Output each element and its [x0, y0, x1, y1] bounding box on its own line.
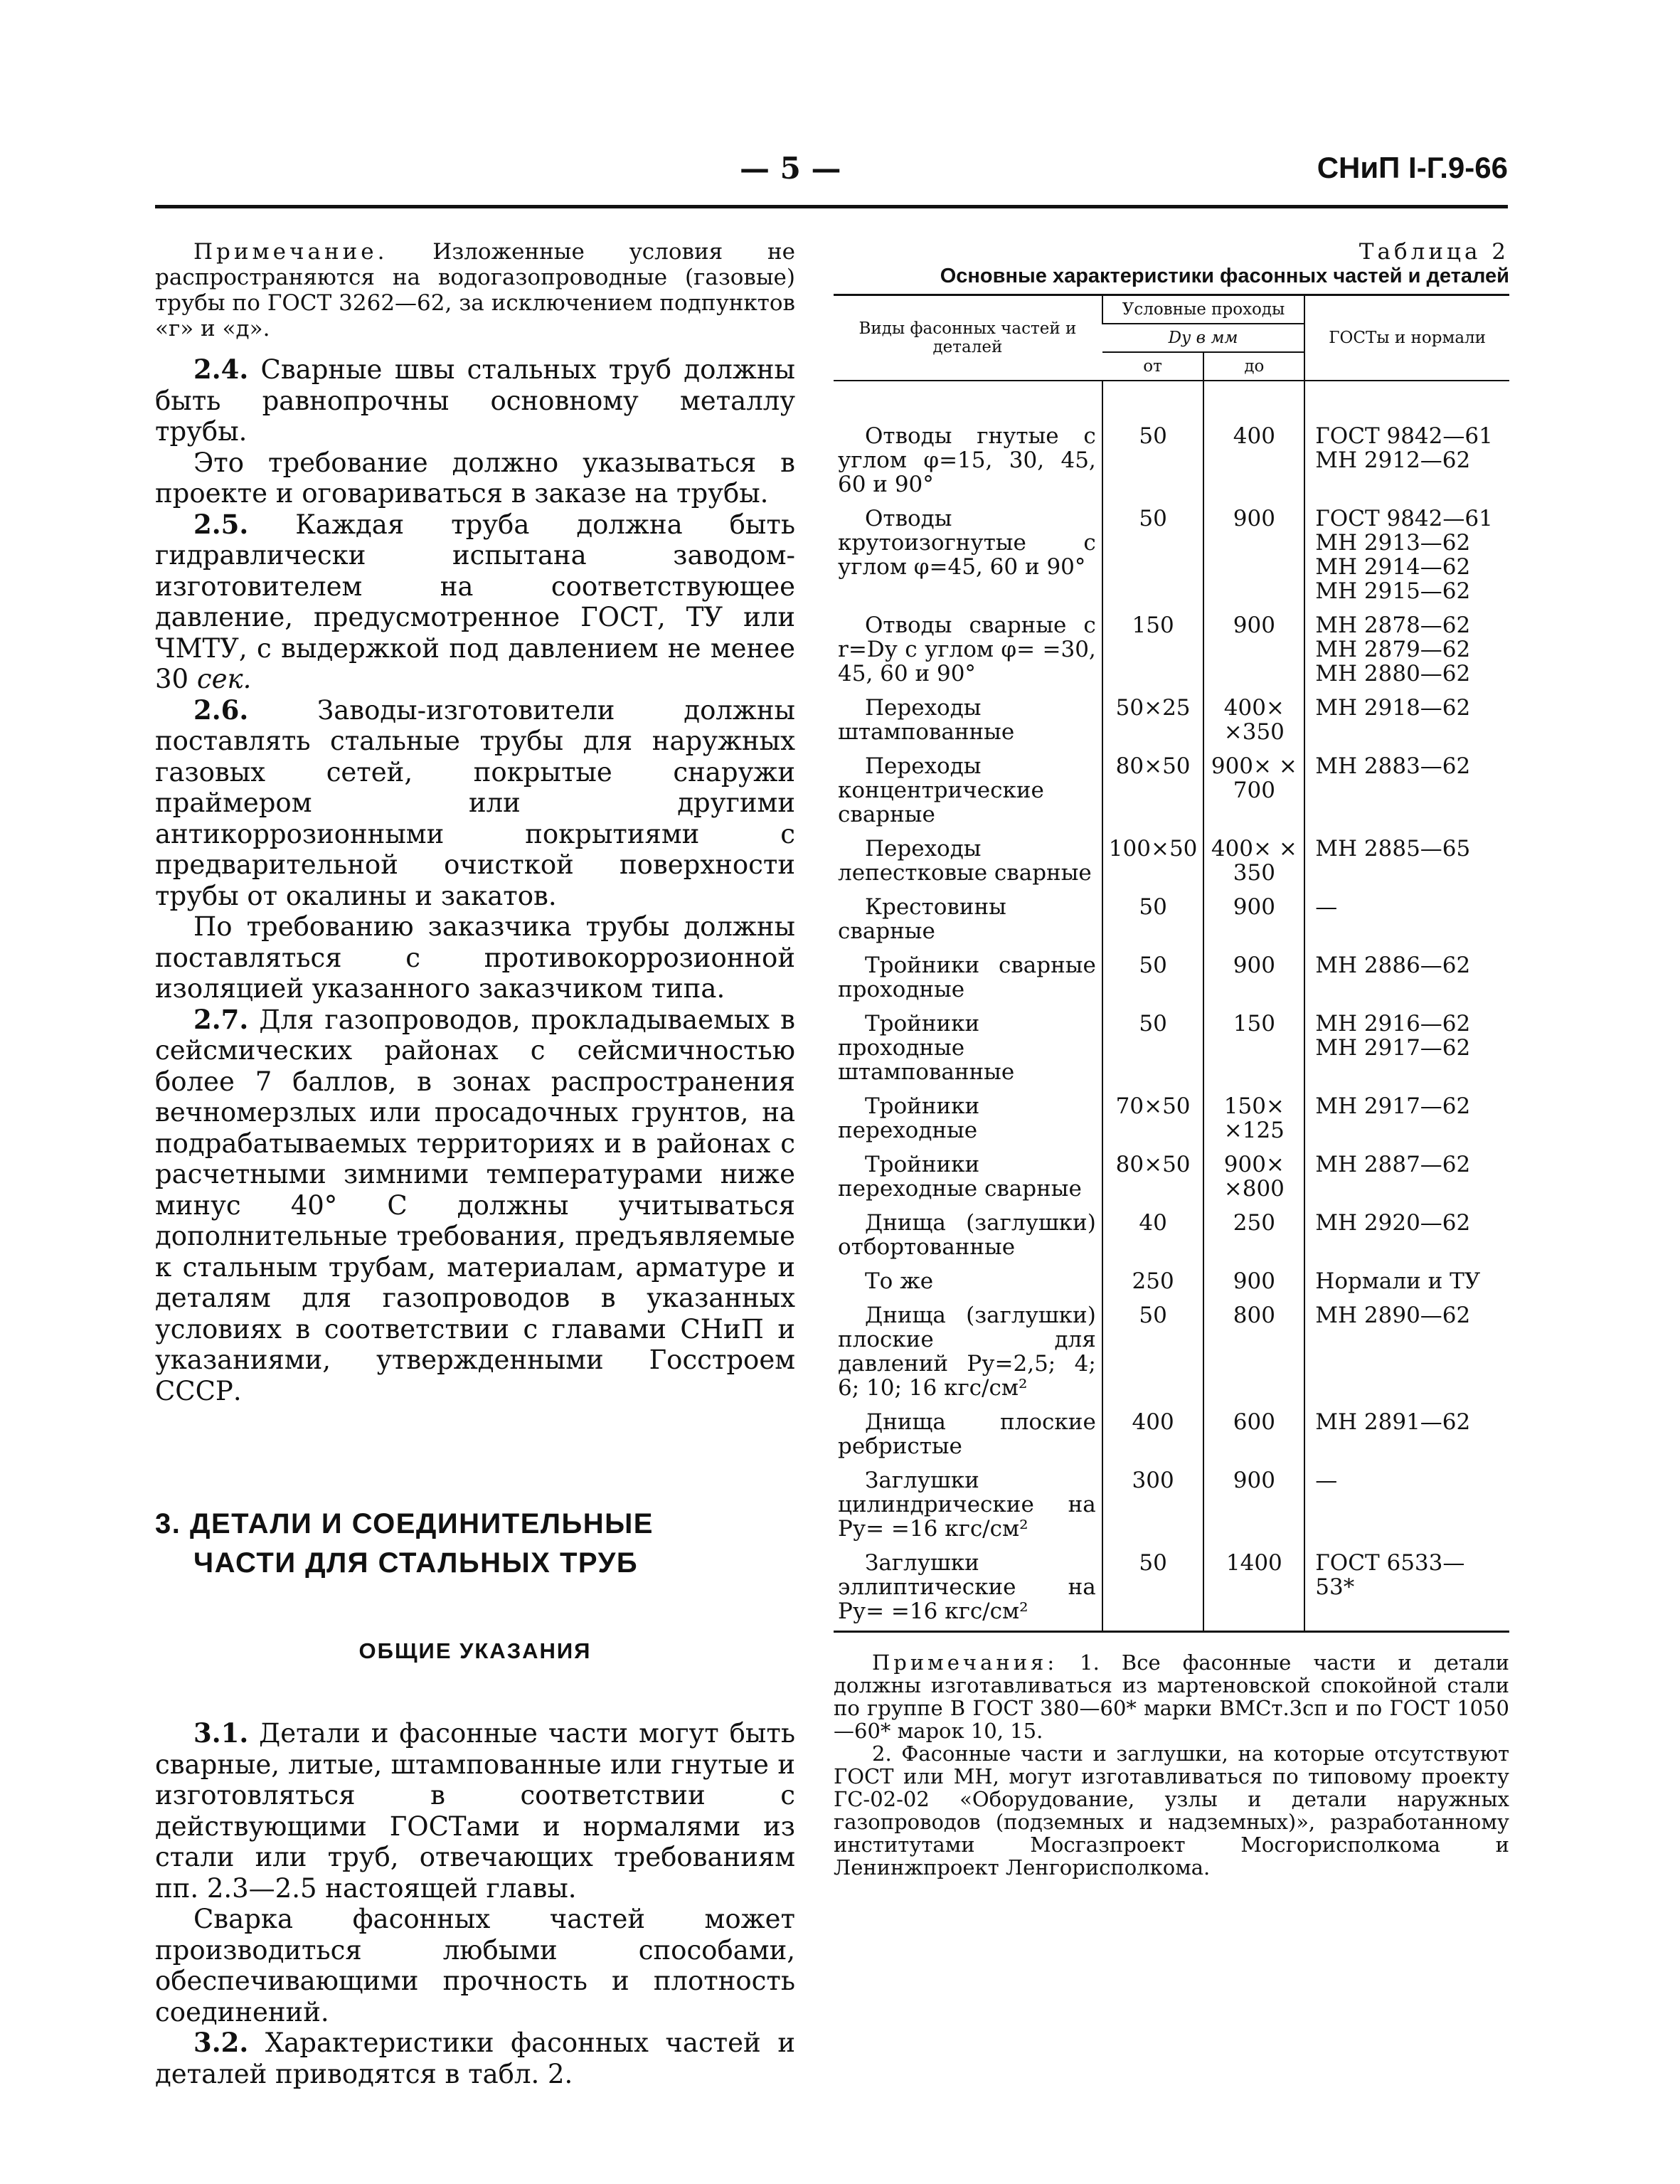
cell-bore-from: 100×50: [1102, 834, 1204, 892]
paragraph-text: По требованию заказчика трубы должны поставляться с противокоррозионной изоляцией указанного заказчиком типа.: [155, 911, 795, 1004]
cell-fitting-type: Отводы крутоизогнутые с углом φ=45, 60 и 90°: [838, 506, 1096, 580]
cell-standard: —: [1304, 892, 1509, 950]
table-label: Таблица 2: [1359, 239, 1509, 265]
cell-bore-from: 400: [1102, 1407, 1204, 1465]
column-header-fitting-type: Виды фасонных частей и деталей: [834, 295, 1102, 381]
right-column: [834, 239, 1509, 1879]
table-row: [834, 1465, 1509, 1548]
cell-fitting-type: Тройники сварные проходные: [838, 953, 1096, 1002]
notes-label: Примечания:: [872, 1650, 1058, 1675]
paragraph-text: Заводы-изготовители должны поставлять стальные трубы для наружных газовых сетей, покрытые снаружи праймером или другими антикоррозионными покрытиями с предварительной очисткой поверхности трубы от окалины и закатов.: [155, 694, 795, 911]
column-header-dy: Dу в мм: [1102, 324, 1304, 352]
clause-number: 3.2.: [193, 2027, 249, 2058]
table-row: [834, 1009, 1509, 1091]
cell-bore-from: 50: [1102, 381, 1204, 504]
cell-fitting-type: Переходы штампованные: [838, 695, 1015, 745]
cell-bore-from: 80×50: [1102, 751, 1204, 834]
section-heading: [155, 1505, 795, 1583]
cell-bore-from: 250: [1102, 1266, 1204, 1300]
cell-bore-from: 50: [1102, 892, 1204, 950]
left-column: [155, 239, 795, 2089]
paragraph-text: Каждая труба должна быть гидравлически испытана заводом-изготовителем на соответствующее давление, предусмотренное ГОСТ, ТУ или ЧМТУ, с выдержкой под давлением не менее 30: [155, 509, 795, 694]
paragraph-2-6: [155, 695, 795, 912]
cell-standard: МН 2918—62: [1304, 693, 1509, 751]
note-paragraph: [155, 239, 795, 341]
paragraph-3-1: [155, 1718, 795, 1904]
table-row: [834, 950, 1509, 1009]
cell-standard: МН 2887—62: [1304, 1150, 1509, 1208]
cell-bore-to: 900: [1203, 504, 1304, 610]
cell-bore-from: 50: [1102, 950, 1204, 1009]
paragraph-text: Это требование должно указываться в проекте и оговариваться в заказе на трубы.: [155, 447, 795, 509]
table-note-1: [834, 1651, 1509, 1742]
cell-fitting-type: Отводы сварные с r=Dу с углом φ= =30, 45, 60 и 90°: [838, 613, 1096, 687]
cell-bore-from: 50: [1102, 1548, 1204, 1632]
cell-standard: МН 2920—62: [1304, 1208, 1509, 1266]
page-number: — 5 —: [740, 151, 841, 186]
cell-bore-to: 600: [1203, 1407, 1304, 1465]
cell-fitting-type: То же: [865, 1268, 934, 1294]
paragraph-text: Детали и фасонные части могут быть сварные, литые, штампованные или гнутые и изготовляться в соответствии с действующими ГОСТами и нормалями из стали или труб, отвечающих требованиям пп. 2.3—2.5 настоящей главы.: [155, 1718, 795, 1904]
cell-fitting-type: Днища (заглушки) отбортованные: [838, 1210, 1096, 1260]
cell-fitting-type: Тройники переходные: [838, 1093, 980, 1143]
section-title-line2: ЧАСТИ ДЛЯ СТАЛЬНЫХ ТРУБ: [193, 1547, 639, 1579]
cell-fitting-type: Тройники переходные сварные: [838, 1152, 1082, 1202]
cell-bore-from: 300: [1102, 1465, 1204, 1548]
subsection-title: ОБЩИЕ УКАЗАНИЯ: [358, 1638, 592, 1663]
cell-bore-to: 900: [1203, 892, 1304, 950]
table-notes: [834, 1651, 1509, 1879]
cell-standard: МН 2883—62: [1304, 751, 1509, 834]
cell-fitting-type: Крестовины сварные: [838, 894, 1006, 944]
cell-bore-to: 900: [1203, 1266, 1304, 1300]
table-row: [834, 693, 1509, 751]
paragraph-text: Сварные швы стальных труб должны быть равнопрочны основному металлу трубы.: [155, 354, 795, 447]
paragraph-2-6-cont: [155, 911, 795, 1004]
cell-bore-to: 800: [1203, 1300, 1304, 1407]
header-rule: [155, 205, 1508, 208]
cell-bore-from: 50: [1102, 1300, 1204, 1407]
cell-standard: МН 2886—62: [1304, 950, 1509, 1009]
cell-fitting-type: Заглушки цилиндрические на Pу= =16 кгс/см²: [838, 1468, 1096, 1542]
cell-fitting-type: Днища (заглушки) плоские для давлений Pу=2,5; 4; 6; 10; 16 кгс/см²: [838, 1303, 1096, 1401]
clause-number: 2.7.: [193, 1003, 249, 1035]
paragraph-text: Для газопроводов, прокладываемых в сейсмических районах с сейсмичностью более 7 баллов, в зонах распространения вечномерзлых или просадочных грунтов, на подрабатываемых территориях и в районах с расчетными зимними температурами ниже минус 40° С должны учитываться дополнительные требования, предъявляемые к стальным трубам, материалам, арматуре и деталям для газопроводов в указанных условиях в соответствии с главами СНиП и указаниями, утвержденными Госстроем СССР.: [155, 1004, 795, 1406]
table-row: [834, 1548, 1509, 1632]
cell-bore-to: 1400: [1203, 1548, 1304, 1632]
cell-standard: ГОСТ 9842—61 МН 2912—62: [1304, 381, 1509, 504]
table-row: [834, 381, 1509, 504]
table-row: [834, 610, 1509, 693]
document-code: СНиП I-Г.9-66: [1317, 151, 1508, 184]
table-row: [834, 892, 1509, 950]
unit-text: сек.: [196, 664, 252, 694]
cell-standard: Нормали и ТУ: [1304, 1266, 1509, 1300]
paragraph-2-7: [155, 1004, 795, 1407]
clause-number: 3.1.: [193, 1717, 249, 1749]
table-row: [834, 1091, 1509, 1150]
cell-bore-to: 900: [1203, 610, 1304, 693]
cell-bore-to: 900: [1203, 950, 1304, 1009]
column-header-standards: ГОСТы и нормали: [1304, 295, 1509, 381]
column-header-to: до: [1203, 352, 1304, 381]
cell-standard: ГОСТ 9842—61 МН 2913—62 МН 2914—62 МН 2915—62: [1304, 504, 1509, 610]
clause-number: 2.5.: [193, 508, 249, 540]
paragraph-text: Характеристики фасонных частей и деталей приводятся в табл. 2.: [155, 2027, 795, 2089]
table-row: [834, 834, 1509, 892]
cell-fitting-type: Отводы гнутые с углом φ=15, 30, 45, 60 и 90°: [838, 423, 1096, 497]
table-title: Основные характеристики фасонных частей и деталей: [940, 265, 1509, 287]
paragraph-2-4-cont: [155, 447, 795, 509]
cell-bore-from: 50: [1102, 1009, 1204, 1091]
cell-bore-to: 900: [1203, 1465, 1304, 1548]
cell-standard: МН 2890—62: [1304, 1300, 1509, 1407]
column-header-nominal-bore: Условные проходы: [1102, 295, 1304, 324]
clause-number: 2.6.: [193, 694, 249, 726]
clause-number: 2.4.: [193, 354, 249, 385]
note-text: Изложенные условия не распространяются на водогазопроводные (газовые) трубы по ГОСТ 3262—62, за исключением подпунктов «г» и «д».: [155, 239, 795, 341]
table-body: [834, 381, 1509, 1632]
cell-bore-from: 80×50: [1102, 1150, 1204, 1208]
paragraph-2-4: [155, 354, 795, 447]
cell-bore-from: 70×50: [1102, 1091, 1204, 1150]
table-row: [834, 1407, 1509, 1465]
cell-bore-from: 50×25: [1102, 693, 1204, 751]
cell-bore-to: 250: [1203, 1208, 1304, 1266]
cell-fitting-type: Переходы концентрические сварные: [838, 753, 1044, 827]
table-note-2: 2. Фасонные части и заглушки, на которые отсутствуют ГОСТ или МН, могут изготавливаться по типовому проекту ГС-02-02 «Оборудование, узлы и детали наружных газопроводов (подземных и надземных)», разработанному институтами Мосгазпроект Мосгорисполкома и Ленинжпроект Ленгорисполкома.: [834, 1742, 1509, 1880]
cell-bore-to: 400× × 350: [1203, 834, 1304, 892]
table-row: [834, 1208, 1509, 1266]
note-text: 1. Все фасонные части и детали должны изготавливаться из мартеновской спокойной стали по группе В ГОСТ 380—60* марки ВМСт.3сп и по ГОСТ 1050—60* марок 10, 15.: [834, 1650, 1510, 1743]
table-row: [834, 1300, 1509, 1407]
table-row: [834, 504, 1509, 610]
cell-bore-from: 50: [1102, 504, 1204, 610]
cell-bore-to: 400: [1203, 381, 1304, 504]
cell-standard: МН 2885—65: [1304, 834, 1509, 892]
paragraph-text: Сварка фасонных частей может производиться любыми способами, обеспечивающими прочность и плотность соединений.: [155, 1904, 795, 2027]
table-row: [834, 751, 1509, 834]
paragraph-2-5: [155, 509, 795, 695]
cell-fitting-type: Днища плоские ребристые: [838, 1409, 1096, 1459]
cell-standard: ГОСТ 6533—53*: [1304, 1548, 1509, 1632]
cell-standard: МН 2916—62 МН 2917—62: [1304, 1009, 1509, 1091]
cell-bore-from: 150: [1102, 610, 1204, 693]
paragraph-3-1-cont: [155, 1904, 795, 2027]
section-title-line1: 3. ДЕТАЛИ И СОЕДИНИТЕЛЬНЫЕ: [155, 1508, 654, 1539]
cell-bore-to: 900× ×800: [1203, 1150, 1304, 1208]
cell-fitting-type: Заглушки эллиптические на Pу= =16 кгс/см²: [838, 1550, 1096, 1624]
cell-standard: МН 2891—62: [1304, 1407, 1509, 1465]
table-row: [834, 1266, 1509, 1300]
cell-bore-from: 40: [1102, 1208, 1204, 1266]
note-label: Примечание.: [193, 239, 388, 265]
cell-fitting-type: Тройники проходные штампованные: [838, 1011, 1015, 1085]
cell-standard: МН 2878—62 МН 2879—62 МН 2880—62: [1304, 610, 1509, 693]
cell-bore-to: 150× ×125: [1203, 1091, 1304, 1150]
cell-bore-to: 150: [1203, 1009, 1304, 1091]
cell-bore-to: 900× × 700: [1203, 751, 1304, 834]
cell-fitting-type: Переходы лепестковые сварные: [838, 836, 1092, 886]
column-header-from: от: [1102, 352, 1204, 381]
cell-standard: —: [1304, 1465, 1509, 1548]
cell-standard: МН 2917—62: [1304, 1091, 1509, 1150]
paragraph-3-2: [155, 2027, 795, 2089]
fittings-table: [834, 294, 1509, 1633]
table-row: [834, 1150, 1509, 1208]
cell-bore-to: 400× ×350: [1203, 693, 1304, 751]
